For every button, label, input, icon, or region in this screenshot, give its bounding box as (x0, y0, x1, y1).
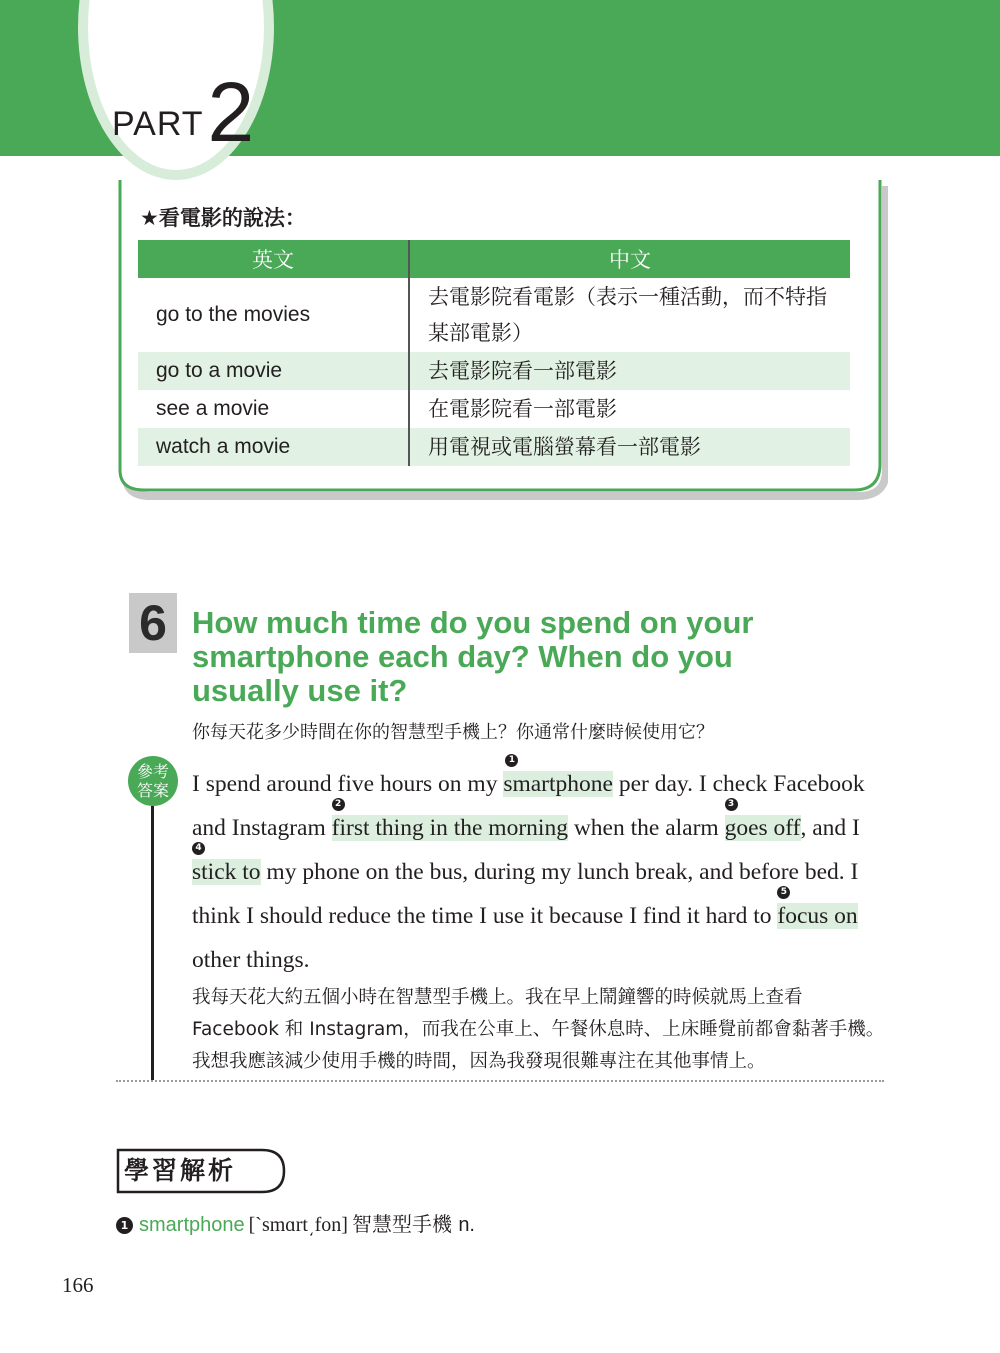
question-title: How much time do you spend on your smartphone each day? When do you usually use it? (192, 605, 754, 708)
column-header-english: 英文 (138, 240, 409, 278)
marker-5-icon: 5 (777, 886, 790, 899)
vocab-entry (116, 1208, 475, 1237)
marker-3-icon: 3 (725, 798, 738, 811)
phrase-text: focus on (777, 903, 858, 929)
table-header-row (138, 240, 850, 278)
answer-text: per day. I check Facebook and Instagram (192, 771, 865, 841)
question-number: 6 (139, 595, 167, 651)
answer-text: when the alarm (567, 815, 725, 841)
reference-answer-line (151, 806, 154, 1080)
phrase-text: smartphone (503, 771, 613, 797)
english-cell: go to the movies (138, 278, 409, 352)
phrase-text: first thing in the morning (331, 815, 568, 841)
column-header-chinese: 中文 (409, 240, 850, 278)
highlighted-phrase (192, 843, 261, 885)
table-row (138, 352, 850, 390)
table-row (138, 390, 850, 428)
english-cell: watch a movie (138, 428, 409, 466)
marker-4-icon: 4 (192, 842, 205, 855)
question-translation: 你每天花多少時間在你的智慧型手機上？你通常什麼時候使用它？ (192, 722, 714, 743)
highlighted-phrase (503, 755, 613, 797)
phrase-text: goes off (724, 815, 801, 841)
highlighted-phrase (724, 799, 801, 841)
vocab-phonetic: [`smɑrt͵fon] (248, 1214, 348, 1236)
part-word: PART (112, 105, 204, 143)
movie-expressions-table (138, 240, 850, 466)
vocab-part-of-speech: n. (458, 1214, 475, 1236)
question-number-box (129, 593, 177, 653)
phrase-text: stick to (192, 859, 261, 885)
part-label (112, 65, 255, 159)
answer-text: other things. (192, 947, 310, 973)
chinese-cell: 用電視或電腦螢幕看一部電影 (409, 428, 850, 466)
part-number: 2 (207, 65, 255, 159)
english-cell: go to a movie (138, 352, 409, 390)
answer-text: I spend around five hours on my (192, 771, 504, 797)
movie-heading: ★看電影的說法： (140, 206, 306, 230)
answer-paragraph (192, 755, 892, 982)
highlighted-phrase (331, 799, 568, 841)
page-number: 166 (62, 1273, 94, 1297)
vocab-meaning: 智慧型手機 (351, 1212, 452, 1236)
table-row (138, 428, 850, 466)
answer-translation: 我每天花大約五個小時在智慧型手機上。我在早上鬧鐘響的時候就馬上查看 Facebook 和 Instagram，而我在公車上、午餐休息時、上床睡覺前都會黏著手機。我想我應該減少使用手機的時間，因為我發現很難專注在其他事情上。 (192, 987, 885, 1072)
reference-answer-label: 參考答案 (136, 762, 169, 800)
marker-1-icon: 1 (116, 1217, 133, 1234)
dotted-divider (116, 1080, 884, 1082)
marker-2-icon: 2 (332, 798, 345, 811)
table-row (138, 278, 850, 352)
answer-text: my phone on the bus, during my lunch break, and before bed. I think I should reduce the time I use it because I find it hard to (192, 859, 859, 929)
marker-1-icon: 1 (505, 754, 518, 767)
vocab-word: smartphone (139, 1214, 245, 1236)
chinese-cell: 在電影院看一部電影 (428, 397, 617, 421)
answer-text: , and I (800, 815, 860, 841)
reference-answer-badge (128, 756, 178, 806)
chinese-cell: 去電影院看一部電影 (409, 352, 850, 390)
highlighted-phrase (777, 887, 858, 929)
chinese-cell: 去電影院看電影（表示一種活動，而不特指某部電影） (428, 285, 827, 345)
learning-section-title: 學習解析 (124, 1156, 237, 1185)
english-cell: see a movie (138, 390, 409, 428)
